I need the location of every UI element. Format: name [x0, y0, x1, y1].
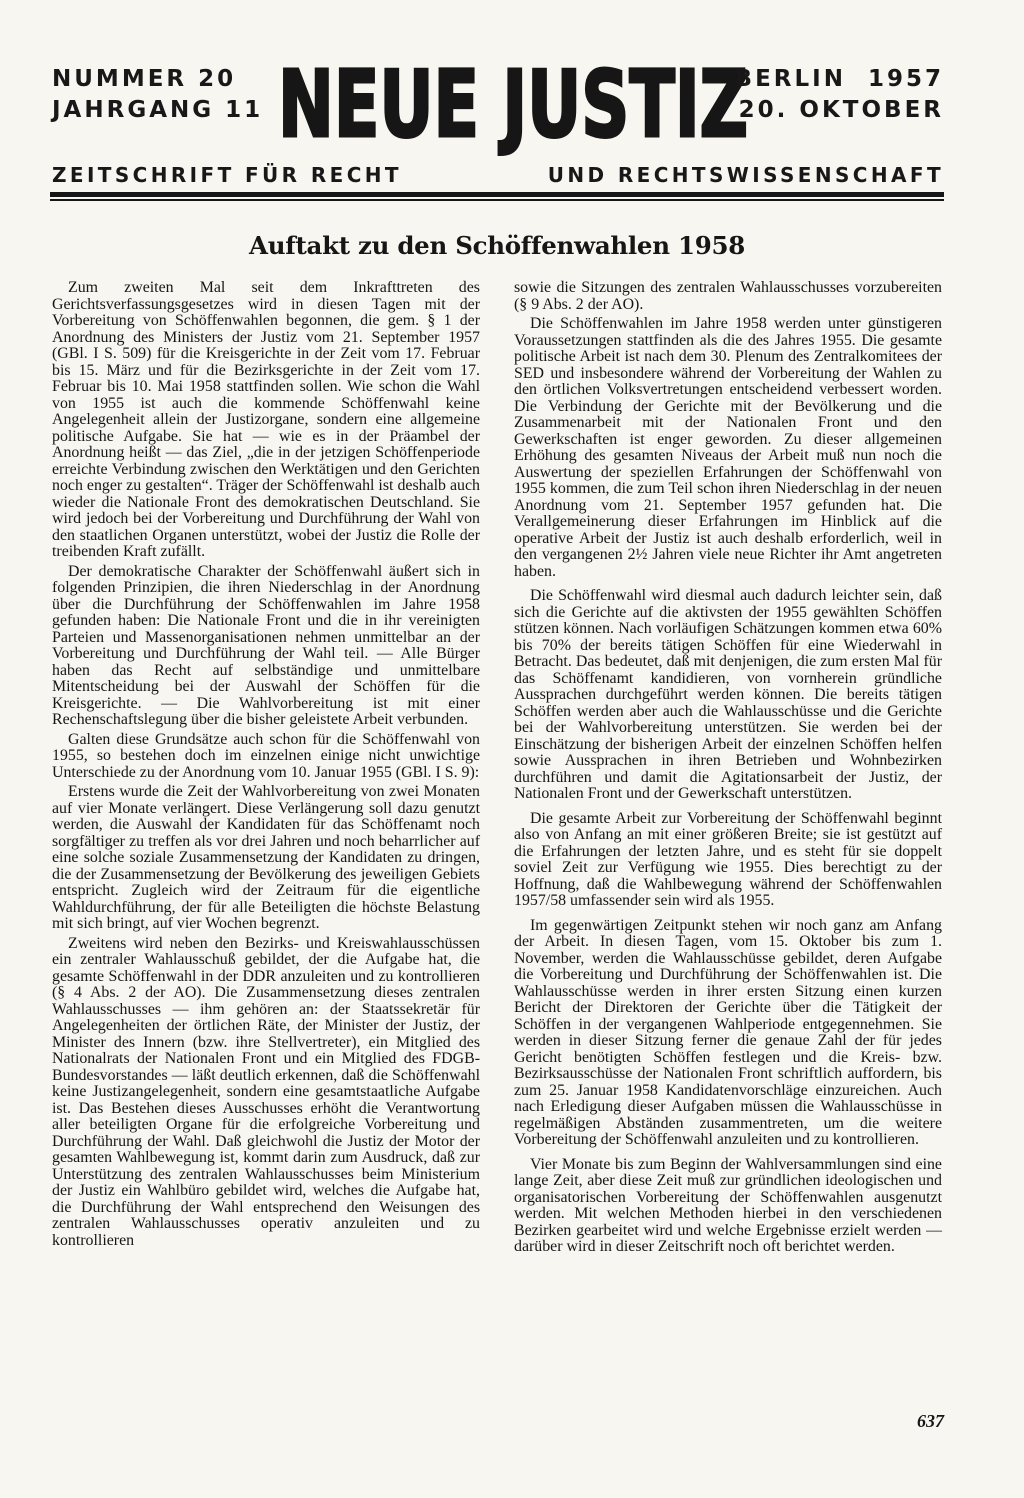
- masthead-rule-thin: [50, 199, 944, 201]
- logo-text: NEUE JUSTIZ: [278, 51, 748, 158]
- masthead-rule: [50, 192, 944, 197]
- volume-number: JAHRGANG 11: [52, 97, 264, 123]
- right-column: [514, 280, 942, 1259]
- left-column: [52, 280, 480, 1252]
- subtitle-left: ZEITSCHRIFT FÜR RECHT: [52, 163, 402, 187]
- paragraph: Die gesamte Arbeit zur Vorbereitung der Schöffenwahl beginnt also von Anfang an mit einer größeren Breite; sie ist gestützt auf die Erfahrungen der letzten Jahre, und es steht für sie doppelt soviel Zeit zur Verfügung wie 1955. Dies berechtigt zu der Hoffnung, daß die Wahlbewegung während der Schöffenwahlen 1957/58 umfassender sein wird als 1955.: [514, 809, 942, 909]
- masthead-right: [735, 64, 944, 126]
- issue-date: 20. OKTOBER: [738, 97, 944, 123]
- article-headline: Auftakt zu den Schöffenwahlen 1958: [249, 231, 745, 260]
- page-number: 637: [917, 1411, 944, 1431]
- paragraph: Der demokratische Charakter der Schöffenwahl äußert sich in folgenden Prinzipien, die ihren Niederschlag in der Anordnung über die Durchführung der Schöffenwahlen im Jahre 1958 gefunden haben: Die Nationale Front und die in ihr vereinigten Parteien und Massenorganisationen nehmen unmittelbar an der Vorbereitung und Durchführung der Wahl teil. — Alle Bürger haben das Recht auf selbständige und unmittelbare Mitentscheidung bei der Auswahl der Schöffen für die Kreisgerichte. — Die Wahlvorbereitung ist mit einer Rechenschaftslegung über die bisher geleistete Arbeit verbunden.: [52, 562, 480, 728]
- city-year: BERLIN 1957: [734, 66, 944, 92]
- issue-number: NUMMER 20: [52, 66, 237, 92]
- paragraph: Erstens wurde die Zeit der Wahlvorbereitung von zwei Monaten auf vier Monate verlängert. Diese Verlängerung soll dazu genutzt werden, die Auswahl der Kandidaten für das Schöffenamt noch sorgfältiger zu treffen als vor drei Jahren und noch beharrlicher auf eine solche soziale Zusammensetzung der Kandidaten zu dringen, die der Zusammensetzung der Bevölkerung des jeweiligen Gebiets entspricht. Zugleich wird der Zeitraum für die eigentliche Wahldurchführung, der für alle Beteiligten die höchste Belastung mit sich bringt, auf vier Wochen begrenzt.: [52, 783, 480, 932]
- paragraph: Galten diese Grundsätze auch schon für die Schöffenwahl von 1955, so bestehen doch im einzelnen einige nicht unwichtige Unterschiede zu der Anordnung vom 10. Januar 1955 (GBl. I S. 9):: [52, 730, 480, 781]
- paragraph-continuation: sowie die Sitzungen des zentralen Wahlausschusses vorzubereiten (§ 9 Abs. 2 der AO).: [514, 279, 942, 313]
- paragraph: Zum zweiten Mal seit dem Inkrafttreten des Gerichtsverfassungsgesetzes wird in diesen Tagen mit der Vorbereitung von Schöffenwahlen begonnen, die gem. § 1 der Anordnung des Ministers der Justiz vom 21. September 1957 (GBl. I S. 509) für die Kreisgerichte in der Zeit vom 17. Februar bis 15. März und für die Bezirksgerichte in der Zeit vom 17. Februar bis 10. Mai 1958 stattfinden sollen. Wie schon die Wahl von 1955 ist auch die kommende Schöffenwahl keine Angelegenheit allein der Justizorgane, sondern eine allgemeine politische Aufgabe. Sie hat — wie es in der Präambel der Anordnung heißt — das Ziel, „die in der jetzigen Schöffenperiode erreichte Verbindung zwischen den Werktätigen und den Gerichten noch enger zu gestalten“. Träger der Schöffenwahl ist deshalb auch wieder die Nationale Front des demokratischen Deutschland. Sie wird jedoch bei der Vorbereitung und Durchführung der Wahl von den staatlichen Organen unterstützt, wobei der Justiz die Rolle der treibenden Kraft zufällt.: [52, 279, 480, 560]
- paragraph: Die Schöffenwahl wird diesmal auch dadurch leichter sein, daß sich die Gerichte auf die aktivsten der 1955 gewählten Schöffen stützen können. Nach vorläufigen Schätzungen kommen etwa 60% bis 70% der bereits tätigen Schöffen für eine Wiederwahl in Betracht. Das bedeutet, daß mit denjenigen, die zum ersten Mal für das Schöffenamt kandidieren, von vornherein gründliche Aussprachen durchgeführt werden können. Die bereits tätigen Schöffen werden aber auch die Wahlausschüsse und die Gerichte bei der Wahlvorbereitung unterstützen. Sie werden bei der Einschätzung der bisherigen Arbeit der einzelnen Schöffen helfen sowie Aussprachen in ihren Betrieben und Wohnbezirken durchführen und damit die Agitationsarbeit der Justiz, der Nationalen Front und der Gewerkschaft unterstützen.: [514, 587, 942, 802]
- paragraph: Zweitens wird neben den Bezirks- und Kreiswahlausschüssen ein zentraler Wahlausschuß gebildet, der die Aufgabe hat, die gesamte Schöffenwahl in der DDR anzuleiten und zu kontrollieren (§ 4 Abs. 2 der AO). Die Zusammensetzung dieses zentralen Wahlausschusses — ihm gehören an: der Staatssekretär für Angelegenheiten der örtlichen Räte, der Minister der Justiz, der Minister des Innern (bzw. ihre Stellvertreter), ein Mitglied des Nationalrats der Nationalen Front und ein Mitglied des FDGB-Bundesvorstandes — läßt deutlich erkennen, daß die Schöffenwahl keine Justizangelegenheit, sondern eine gesamtstaatliche Aufgabe ist. Das Bestehen dieses Ausschusses erhöht die Verantwortung aller beteiligten Organe für die erfolgreiche Vorbereitung und Durchführung der Wahl. Daß gleichwohl die Justiz der Motor der gesamten Wahlbewegung ist, kommt darin zum Ausdruck, daß zur Unterstützung des zentralen Wahlausschusses beim Ministerium der Justiz ein Wahlbüro gebildet wird, welches die Aufgabe hat, die Durchführung der Wahl entsprechend den Weisungen des zentralen Wahlausschusses operativ anzuleiten und zu kontrollieren: [52, 934, 480, 1249]
- paragraph: Vier Monate bis zum Beginn der Wahlversammlungen sind eine lange Zeit, aber diese Zeit muß zur gründlichen ideologischen und organisatorischen Vorbereitung der Schöffenwahlen ausgenutzt werden. Mit welchen Methoden hierbei in den verschiedenen Bezirken gearbeitet wird und welche Ergebnisse erzielt werden — darüber wird in dieser Zeitschrift noch oft berichtet werden.: [514, 1155, 942, 1255]
- paragraph: Im gegenwärtigen Zeitpunkt stehen wir noch ganz am Anfang der Arbeit. In diesen Tagen, vom 15. Oktober bis zum 1. November, werden die Wahlausschüsse gebildet, deren Aufgabe die Vorbereitung und Durchführung der Schöffenwahlen ist. Die Wahlausschüsse werden in ihrer ersten Sitzung einen kurzen Bericht der Direktoren der Gerichte über die Tätigkeit der Schöffen in der vergangenen Wahlperiode entgegennehmen. Sie werden in dieser Sitzung ferner die genaue Zahl der für jedes Gericht benötigten Schöffen festlegen und die Kreis- bzw. Bezirksausschüsse der Nationalen Front schriftlich auffordern, bis zum 25. Januar 1958 Kandidatenvorschläge einzureichen. Auch nach Erledigung dieser Aufgaben müssen die Wahlausschüsse in regelmäßigen Abständen zusammentreten, um die weitere Vorbereitung der Schöffenwahl anzuleiten und zu kontrollieren.: [514, 916, 942, 1148]
- neue-justiz-logo: [268, 38, 758, 158]
- paragraph: Die Schöffenwahlen im Jahre 1958 werden unter günstigeren Voraussetzungen stattfinden als die des Jahres 1955. Die gesamte politische Arbeit ist nach dem 30. Plenum des Zentralkomitees der SED und insbesondere während der Vorbereitung der Wahlen zu den örtlichen Volksvertretungen entscheidend verbessert worden. Die Verbindung der Gerichte mit der Bevölkerung und die Zusammenarbeit mit der Nationalen Front und den Gewerkschaften ist enger geworden. Zu dieser allgemeinen Erhöhung des gesamten Niveaus der Arbeit muß nun noch die Auswertung der speziellen Erfahrungen der Schöffenwahl von 1955 kommen, die zum Teil schon ihren Niederschlag in der neuen Anordnung vom 21. September 1957 gefunden hat. Die Verallgemeinerung dieser Erfahrungen im Hinblick auf die operative Arbeit der Justiz ist auch deshalb erforderlich, weil in den vergangenen 2½ Jahren viele neue Richter ihr Amt angetreten haben.: [514, 315, 942, 580]
- masthead-left: [52, 64, 263, 126]
- subtitle-right: UND RECHTSWISSENSCHAFT: [547, 163, 944, 187]
